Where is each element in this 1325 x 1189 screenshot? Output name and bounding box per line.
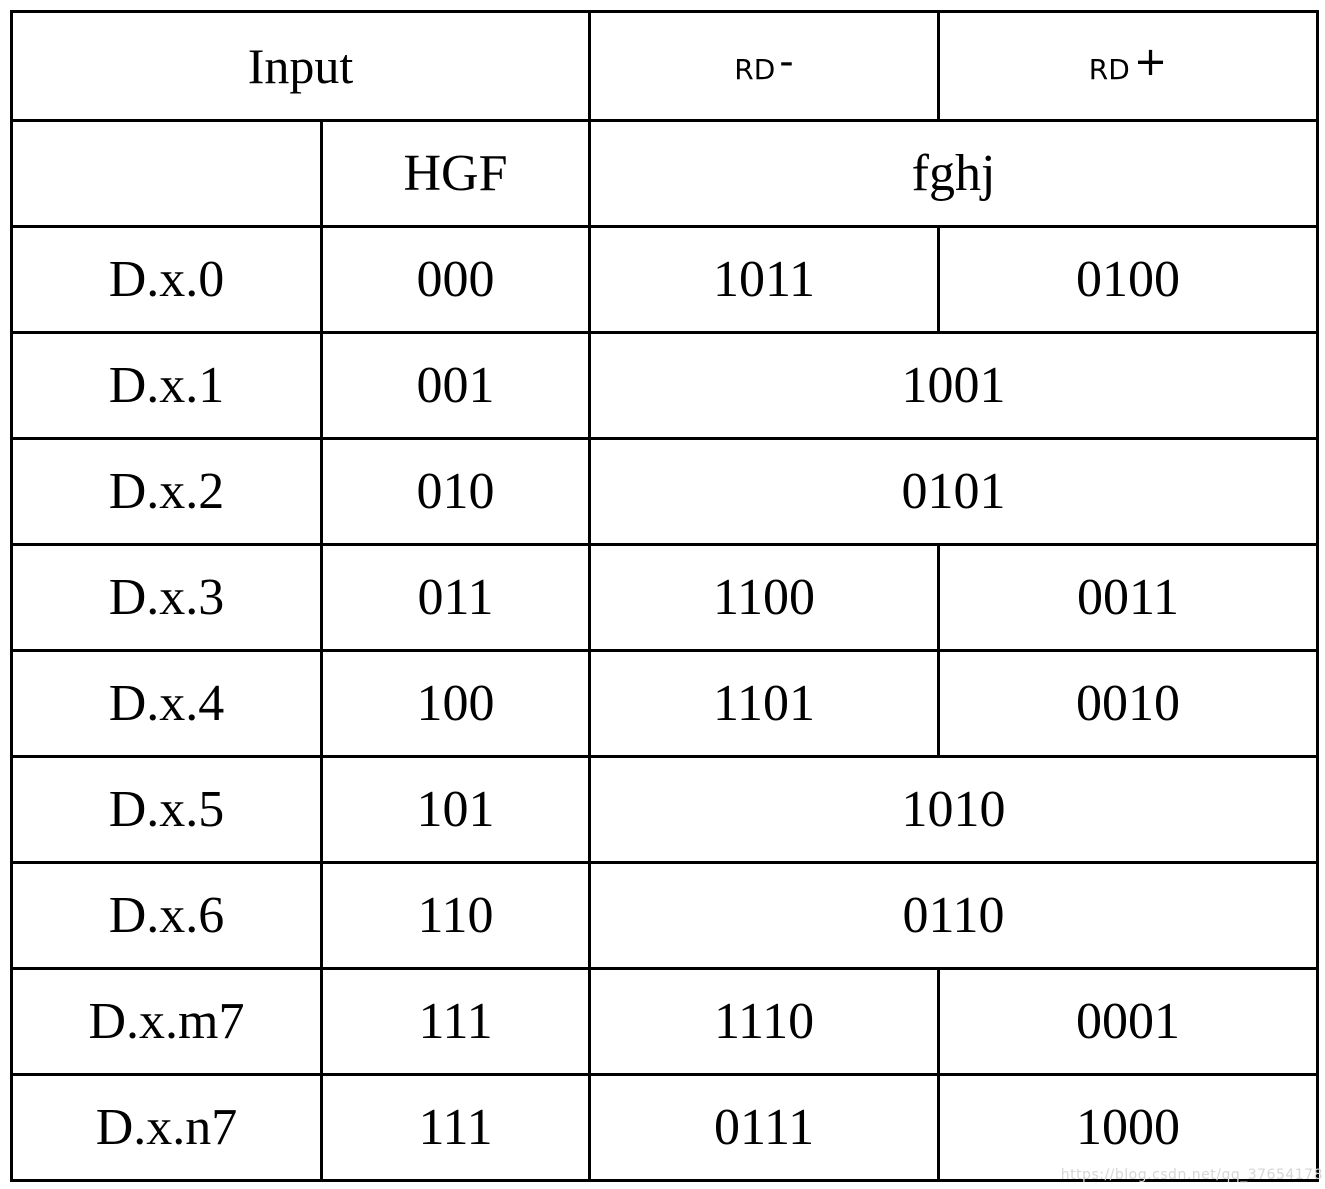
rd-plus-cell: 0010	[939, 651, 1318, 757]
symbol-cell: D.x.4	[12, 651, 322, 757]
fghj-header-cell: fghj	[590, 121, 1318, 227]
table-header-row	[12, 12, 1318, 121]
rd-plus-cell: 1000	[939, 1075, 1318, 1181]
hgf-cell: 100	[322, 651, 590, 757]
rd-minus-prefix: RD	[734, 53, 776, 86]
hgf-cell: 110	[322, 863, 590, 969]
hgf-cell: 011	[322, 545, 590, 651]
rd-plus-cell: 0100	[939, 227, 1318, 333]
table-row	[12, 1075, 1318, 1181]
fghj-cell: 1001	[590, 333, 1318, 439]
hgf-cell: 111	[322, 1075, 590, 1181]
symbol-cell: D.x.m7	[12, 969, 322, 1075]
rd-plus-prefix: RD	[1088, 53, 1130, 86]
symbol-cell: D.x.1	[12, 333, 322, 439]
symbol-cell: D.x.n7	[12, 1075, 322, 1181]
hgf-cell: 010	[322, 439, 590, 545]
hgf-cell: 000	[322, 227, 590, 333]
table-row	[12, 863, 1318, 969]
hgf-cell: 001	[322, 333, 590, 439]
rd-plus-header-cell	[939, 12, 1318, 121]
rd-plus-cell: 0001	[939, 969, 1318, 1075]
symbol-cell: D.x.5	[12, 757, 322, 863]
table-row	[12, 969, 1318, 1075]
table-subheader-row	[12, 121, 1318, 227]
table-row	[12, 757, 1318, 863]
rd-minus-cell: 1100	[590, 545, 939, 651]
rd-plus-cell: 0011	[939, 545, 1318, 651]
rd-minus-sign: -	[779, 39, 794, 85]
watermark-text: https://blog.csdn.net/qq_37654178	[1060, 1167, 1323, 1183]
rd-minus-cell: 0111	[590, 1075, 939, 1181]
fghj-cell: 0101	[590, 439, 1318, 545]
table-row	[12, 227, 1318, 333]
fghj-cell: 0110	[590, 863, 1318, 969]
rd-minus-cell: 1110	[590, 969, 939, 1075]
encoding-table-container	[10, 10, 1316, 1182]
symbol-cell: D.x.3	[12, 545, 322, 651]
rd-minus-cell: 1011	[590, 227, 939, 333]
input-header-label: Input	[247, 38, 354, 94]
hgf-cell: 101	[322, 757, 590, 863]
table-row	[12, 439, 1318, 545]
hgf-cell: 111	[322, 969, 590, 1075]
fghj-cell: 1010	[590, 757, 1318, 863]
symbol-cell: D.x.0	[12, 227, 322, 333]
symbol-cell: D.x.2	[12, 439, 322, 545]
hgf-header-cell: HGF	[322, 121, 590, 227]
symbol-cell: D.x.6	[12, 863, 322, 969]
subheader-blank-cell	[12, 121, 322, 227]
table-row	[12, 545, 1318, 651]
input-header-cell	[12, 12, 590, 121]
table-row	[12, 651, 1318, 757]
rd-minus-cell: 1101	[590, 651, 939, 757]
encoding-table	[10, 10, 1319, 1182]
rd-plus-sign: +	[1133, 39, 1168, 85]
rd-minus-header-cell	[590, 12, 939, 121]
table-row	[12, 333, 1318, 439]
